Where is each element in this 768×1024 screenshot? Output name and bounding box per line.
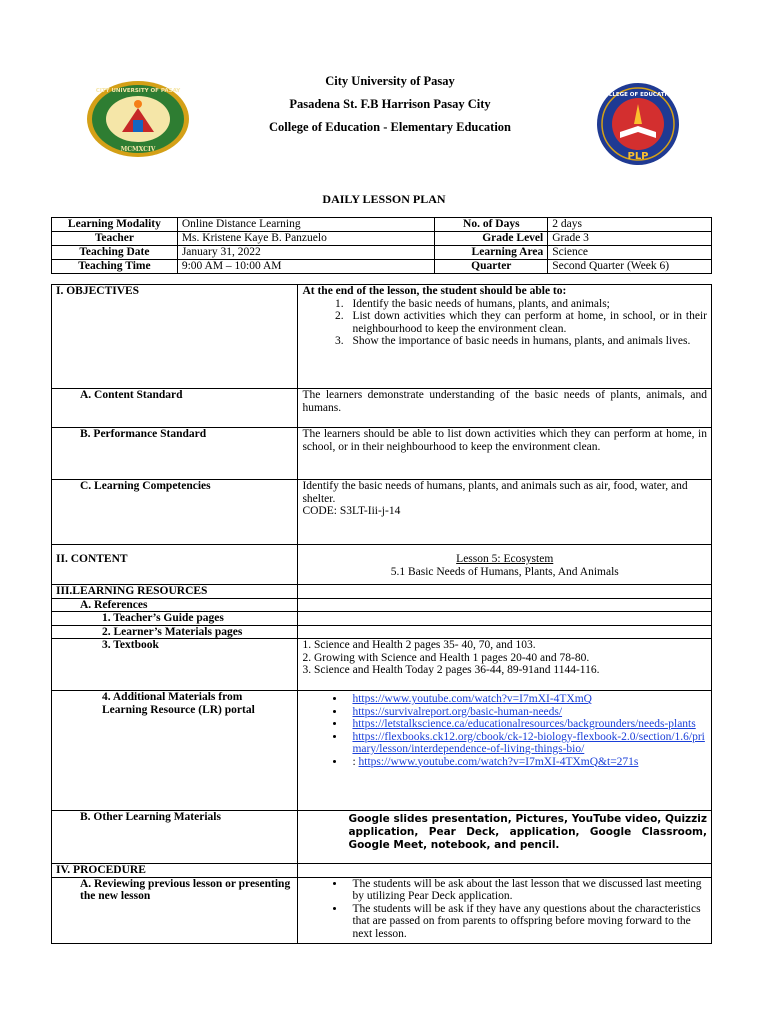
other-materials-text: Google slides presentation, Pictures, YouTube video, Quizziz application, Pear Deck, application, Google Classroom, Google Meet, notebook, and pencil. bbox=[348, 813, 707, 851]
textbook-item: 3. Science and Health Today 2 pages 36-44, 89-91and 1144-116. bbox=[302, 664, 600, 676]
objectives-cell bbox=[298, 285, 712, 389]
links-list bbox=[302, 693, 707, 768]
no-of-days-label: No. of Days bbox=[435, 218, 548, 232]
table-row bbox=[52, 811, 712, 864]
table-row bbox=[52, 691, 712, 811]
university-address: Pasadena St. F.B Harrison Pasay City bbox=[289, 97, 491, 111]
empty-cell bbox=[298, 612, 712, 626]
objectives-label: I. OBJECTIVES bbox=[52, 285, 298, 389]
teachers-guide-label: 1. Teacher’s Guide pages bbox=[52, 612, 298, 626]
procedure-cell bbox=[298, 877, 712, 943]
table-row bbox=[52, 877, 712, 943]
textbook-cell bbox=[298, 639, 712, 691]
table-row bbox=[52, 639, 712, 691]
flexbooks-link[interactable]: https://flexbooks.ck12.org/cbook/ck-12-biology-flexbook-2.0/section/1.6/primary/lesson/interdependence-of-living-things-bio/ bbox=[352, 730, 705, 755]
college-name: College of Education - Elementary Education bbox=[268, 120, 511, 134]
lesson-title: Lesson 5: Ecosystem bbox=[456, 553, 554, 565]
list-item bbox=[346, 706, 707, 719]
content-standard-label: A. Content Standard bbox=[52, 389, 298, 428]
grade-level-label: Grade Level bbox=[435, 232, 548, 246]
learning-competencies-cell bbox=[298, 480, 712, 545]
empty-cell bbox=[298, 585, 712, 599]
list-item: • The students will be ask if they have any questions about the characteristics that are passed on from parents to offspring before moving forward to the next lesson. bbox=[346, 903, 707, 941]
college-of-education-logo bbox=[596, 82, 680, 166]
learning-resources-label: III.LEARNING RESOURCES bbox=[52, 585, 298, 599]
table-row bbox=[52, 480, 712, 545]
objectives-list bbox=[302, 298, 707, 348]
table-row bbox=[52, 625, 712, 639]
objectives-intro: At the end of the lesson, the student should be able to: bbox=[302, 285, 567, 297]
logo-top-text: COLLEGE OF EDUCATION bbox=[600, 92, 676, 98]
teaching-date-label: Teaching Date bbox=[52, 246, 178, 260]
performance-standard-text: The learners should be able to list down activities which they can perform at home, in school, or in their neighbourhood to keep the environment clean. bbox=[298, 428, 712, 480]
table-row bbox=[52, 545, 712, 585]
other-materials-cell bbox=[298, 811, 712, 864]
logo-bottom-text: PLP bbox=[627, 151, 649, 162]
lesson-info-table bbox=[51, 217, 712, 274]
university-name: City University of Pasay bbox=[325, 74, 455, 88]
table-row bbox=[52, 612, 712, 626]
document-title: DAILY LESSON PLAN bbox=[322, 192, 446, 206]
table-row bbox=[52, 232, 712, 246]
other-materials-label: B. Other Learning Materials bbox=[52, 811, 298, 864]
lesson-plan-table bbox=[51, 284, 712, 944]
procedure-label: IV. PROCEDURE bbox=[52, 864, 298, 878]
grade-level-value: Grade 3 bbox=[548, 232, 712, 246]
table-row bbox=[52, 598, 712, 612]
table-row bbox=[52, 285, 712, 389]
list-item bbox=[346, 731, 707, 756]
learning-area-value: Science bbox=[548, 246, 712, 260]
list-item bbox=[346, 756, 707, 769]
seal-bottom-text: MCMXCIV bbox=[120, 146, 156, 153]
empty-cell bbox=[298, 598, 712, 612]
table-row bbox=[52, 585, 712, 599]
learning-competencies-label: C. Learning Competencies bbox=[52, 480, 298, 545]
youtube-link[interactable]: https://www.youtube.com/watch?v=I7mXI-4TXmQ bbox=[352, 693, 592, 705]
no-of-days-value: 2 days bbox=[548, 218, 712, 232]
list-item bbox=[346, 693, 707, 706]
procedure-list bbox=[302, 878, 707, 941]
list-item bbox=[346, 718, 707, 731]
learning-competencies-text: Identify the basic needs of humans, plants, and animals such as air, food, water, and shelter. bbox=[302, 480, 688, 505]
teacher-label: Teacher bbox=[52, 232, 178, 246]
list-item: 2. List down activities which they can perform at home, in school, or in their neighbourhood to keep the environment clean. bbox=[346, 310, 707, 335]
empty-cell bbox=[298, 864, 712, 878]
content-label: II. CONTENT bbox=[52, 545, 298, 585]
table-row bbox=[52, 428, 712, 480]
learning-modality-label: Learning Modality bbox=[52, 218, 178, 232]
additional-materials-label: 4. Additional Materials from Learning Resource (LR) portal bbox=[52, 691, 298, 811]
link-prefix: : bbox=[352, 755, 359, 768]
learners-materials-label: 2. Learner’s Materials pages bbox=[52, 625, 298, 639]
learning-modality-value: Online Distance Learning bbox=[177, 218, 435, 232]
content-cell bbox=[298, 545, 712, 585]
youtube-timestamp-link[interactable]: https://www.youtube.com/watch?v=I7mXI-4TXmQ&t=271s bbox=[358, 755, 639, 768]
university-seal-logo bbox=[86, 80, 190, 158]
table-row bbox=[52, 218, 712, 232]
additional-materials-cell bbox=[298, 691, 712, 811]
table-row bbox=[52, 389, 712, 428]
content-standard-text: The learners demonstrate understanding of the basic needs of plants, animals, and humans. bbox=[298, 389, 712, 428]
textbook-label: 3. Textbook bbox=[52, 639, 298, 691]
lesson-topic: 5.1 Basic Needs of Humans, Plants, And Animals bbox=[390, 565, 619, 578]
quarter-value: Second Quarter (Week 6) bbox=[548, 260, 712, 274]
performance-standard-label: B. Performance Standard bbox=[52, 428, 298, 480]
list-item: • The students will be ask about the last lesson that we discussed last meeting by utilizing Pear Deck application. bbox=[346, 878, 707, 903]
textbook-item: 1. Science and Health 2 pages 35- 40, 70, and 103. bbox=[302, 639, 536, 651]
list-item: 1. Identify the basic needs of humans, plants, and animals; bbox=[346, 298, 707, 311]
teaching-time-label: Teaching Time bbox=[52, 260, 178, 274]
school-header bbox=[240, 70, 540, 139]
survivalreport-link[interactable]: https://survivalreport.org/basic-human-needs/ bbox=[352, 705, 563, 718]
competency-code: CODE: S3LT-Iii-j-14 bbox=[302, 505, 401, 517]
table-row bbox=[52, 864, 712, 878]
letstalkscience-link[interactable]: https://letstalkscience.ca/educationalresources/backgrounders/needs-plants bbox=[352, 718, 696, 730]
learning-area-label: Learning Area bbox=[435, 246, 548, 260]
textbook-item: 2. Growing with Science and Health 1 pages 20-40 and 78-80. bbox=[302, 651, 590, 664]
quarter-label: Quarter bbox=[435, 260, 548, 274]
list-item: 3. Show the importance of basic needs in humans, plants, and animals lives. bbox=[346, 335, 707, 348]
table-row bbox=[52, 260, 712, 274]
teaching-time-value: 9:00 AM – 10:00 AM bbox=[177, 260, 435, 274]
table-row bbox=[52, 246, 712, 260]
empty-cell bbox=[298, 625, 712, 639]
reviewing-lesson-label: A. Reviewing previous lesson or presenting the new lesson bbox=[52, 877, 298, 943]
references-label: A. References bbox=[52, 598, 298, 612]
teaching-date-value: January 31, 2022 bbox=[177, 246, 435, 260]
teacher-value: Ms. Kristene Kaye B. Panzuelo bbox=[177, 232, 435, 246]
seal-top-text: CITY UNIVERSITY OF PASAY bbox=[95, 88, 181, 94]
